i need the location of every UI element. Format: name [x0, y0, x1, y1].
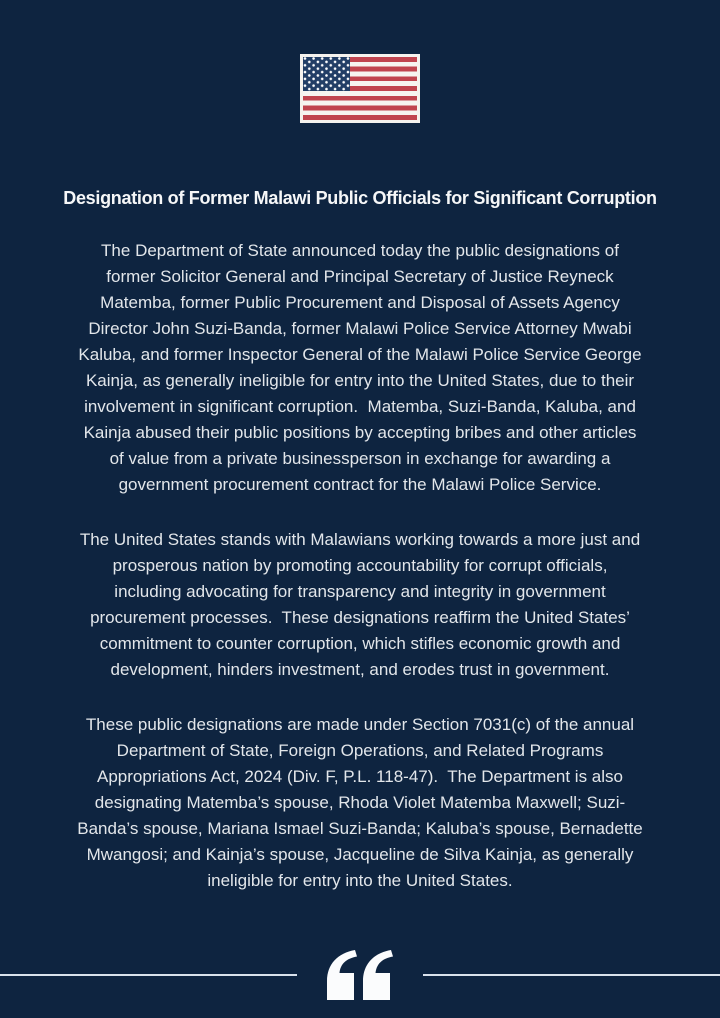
text-line: Kainja, as generally ineligible for entry into the United States, due to their	[85, 371, 635, 390]
text-line: Department of State, Foreign Operations, and Related Programs	[116, 741, 604, 760]
text-line: ineligible for entry into the United States.	[207, 871, 513, 890]
text-line: Kaluba, and former Inspector General of the Malawi Police Service George	[78, 345, 642, 364]
divider-line-right	[423, 974, 720, 976]
page-title: Designation of Former Malawi Public Officials for Significant Corruption	[63, 188, 657, 208]
text-line: Matemba, former Public Procurement and Disposal of Assets Agency	[100, 293, 620, 312]
text-line: The United States stands with Malawians working towards a more just and	[79, 530, 641, 549]
text-line: procurement processes. These designations reaffirm the United States’	[90, 608, 630, 627]
text-line: The Department of State announced today the public designations of	[101, 241, 619, 260]
text-line: Appropriations Act, 2024 (Div. F, P.L. 118-47). The Department is also	[96, 767, 623, 786]
paragraph	[0, 238, 720, 498]
text-line: These public designations are made under Section 7031(c) of the annual	[85, 715, 635, 734]
opening-double-quote-icon	[327, 949, 393, 1001]
footer-decoration	[0, 949, 720, 1001]
text-line: Mwangosi; and Kainja’s spouse, Jacqueline de Silva Kainja, as generally	[86, 845, 634, 864]
text-line: former Solicitor General and Principal Secretary of Justice Reyneck	[106, 267, 614, 286]
divider-line-left	[0, 974, 297, 976]
text-line: Director John Suzi-Banda, former Malawi Police Service Attorney Mwabi	[88, 319, 632, 338]
text-line: commitment to counter corruption, which stifles economic growth and	[99, 634, 621, 653]
us-flag-icon	[300, 54, 420, 123]
text-line: government procurement contract for the Malawi Police Service.	[118, 475, 602, 494]
paragraph	[0, 527, 720, 683]
flag-canton-stars	[303, 57, 350, 91]
text-line: Kainja abused their public positions by accepting bribes and other articles	[83, 423, 637, 442]
text-line: development, hinders investment, and erodes trust in government.	[110, 660, 610, 679]
text-line: involvement in significant corruption. Matemba, Suzi-Banda, Kaluba, and	[84, 397, 636, 416]
text-line: of value from a private businessperson in exchange for awarding a	[109, 449, 611, 468]
quote-glyphs	[327, 950, 393, 1000]
article-body	[0, 238, 720, 923]
text-line: Banda’s spouse, Mariana Ismael Suzi-Banda; Kaluba’s spouse, Bernadette	[77, 819, 643, 838]
text-line: prosperous nation by promoting accountability for corrupt officials,	[112, 556, 608, 575]
text-line: designating Matemba’s spouse, Rhoda Violet Matemba Maxwell; Suzi-	[94, 793, 626, 812]
paragraph	[0, 712, 720, 894]
text-line: including advocating for transparency and integrity in government	[114, 582, 606, 601]
